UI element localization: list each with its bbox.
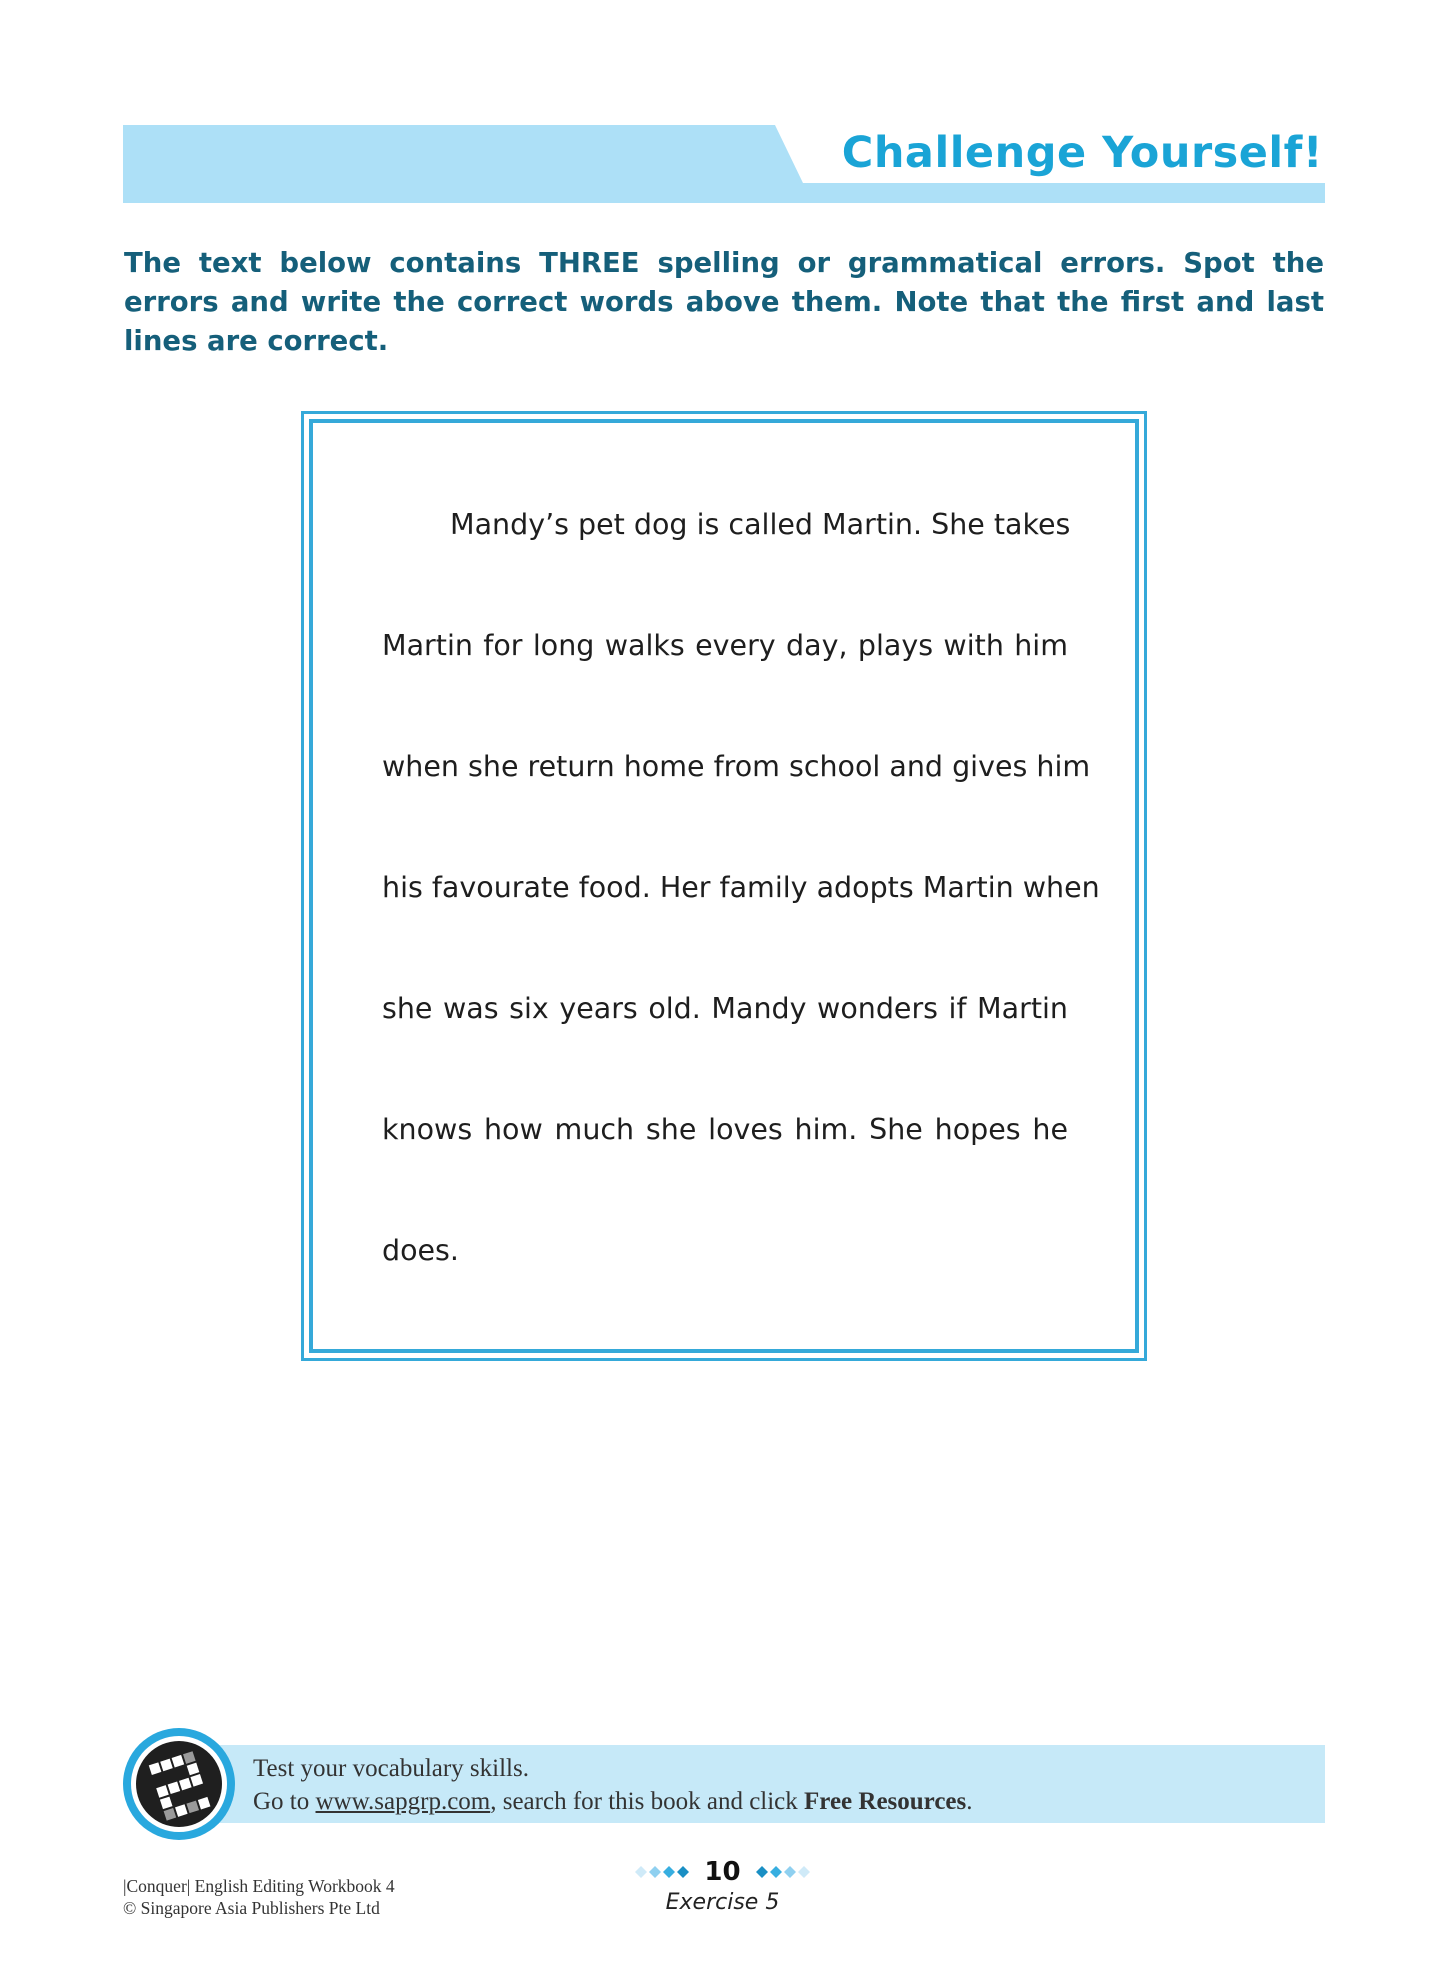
book-title: |Conquer| English Editing Workbook 4 [123,1876,395,1896]
passage-line-3: when she return home from school and gives him [382,750,1091,783]
page-number: 10 [704,1856,741,1887]
puzzle-grid-icon [123,1728,235,1840]
resource-end: . [966,1788,973,1815]
left-diamonds-icon [629,1855,689,1889]
passage-line-7: does. [382,1234,459,1267]
copyright: © Singapore Asia Publishers Pte Ltd [123,1898,380,1918]
passage-line-2: Martin for long walks every day, plays with him [382,629,1068,662]
passage-line-4: his favourate food. Her family adopts Martin when [382,871,1100,904]
resource-line-2 [253,1785,973,1818]
resource-go-to: Go to [253,1788,316,1815]
resource-line-1: Test your vocabulary skills. [253,1755,529,1782]
sapgrp-link[interactable]: www.sapgrp.com [315,1788,491,1815]
passage-line-6: knows how much she loves him. She hopes he [382,1113,1068,1146]
page-number-row [0,1854,1445,1888]
resource-text [253,1752,973,1818]
passage-line-5: she was six years old. Mandy wonders if Martin [382,992,1068,1025]
instruction-text: The text below contains THREE spelling or grammatical errors. Spot the errors and write the correct words above them. Note that the first and last lines are correct. [124,247,1324,357]
right-diamonds-icon [756,1855,816,1889]
exercise-label: Exercise 5 [665,1890,780,1915]
passage-line-1: Mandy’s pet dog is called Martin. She takes [450,508,1071,541]
free-resources-label: Free Resources [804,1788,967,1815]
resource-middle: , search for this book and click [490,1788,805,1815]
page-title: Challenge Yourself! [841,128,1323,178]
